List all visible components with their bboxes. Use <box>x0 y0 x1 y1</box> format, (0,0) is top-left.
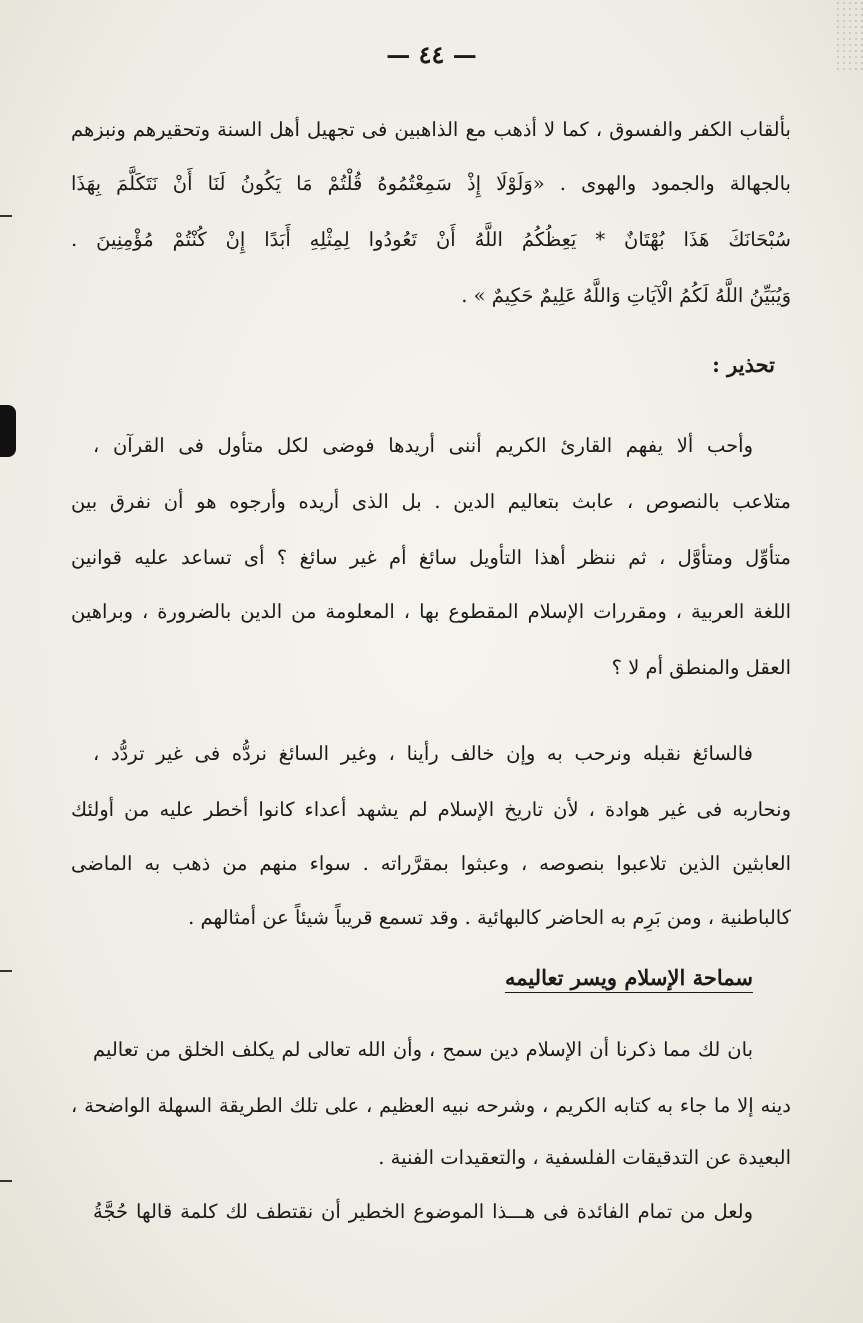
text-line: اللغة العربية ، ومقررات الإسلام المقطوع بها ، المعلومة من الدين بالضرورة ، وبراهين <box>71 600 791 623</box>
text-line: وَيُبَيِّنُ اللَّهُ لَكُمُ الْآيَاتِ وَاللَّهُ عَلِيمٌ حَكِيمٌ » . <box>461 284 791 307</box>
text-line: بالجهالة والجمود والهوى . «وَلَوْلَا إِذْ سَمِعْتُمُوهُ قُلْتُمْ مَا يَكُونُ لَنَا أَنْ نَتَكَلَّمَ بِهَذَا <box>71 172 791 195</box>
text-line: متلاعب بالنصوص ، عابث بتعاليم الدين . بل الذى أريده وأرجوه هو أن نفرق بين <box>71 490 791 513</box>
section-heading: سماحة الإسلام ويسر تعاليمه <box>505 965 753 993</box>
scan-mark <box>0 970 12 972</box>
scan-smudge <box>0 405 16 457</box>
text-line: فالسائغ نقبله ونرحب به وإن خالف رأينا ، وغير السائغ نردُّه فى غير تردُّد ، <box>93 742 753 765</box>
text-line: سُبْحَانَكَ هَذَا بُهْتَانٌ * يَعِظُكُمُ اللَّهُ أَنْ تَعُودُوا لِمِثْلِهِ أَبَدًا إِنْ كُنْتُمْ مُؤْمِنِينَ . <box>71 228 791 251</box>
text-line: دينه إلا ما جاء به كتابه الكريم ، وشرحه نبيه العظيم ، على تلك الطريقة السهلة الواضحة ، <box>71 1094 791 1117</box>
text-line: ونحاربه فى غير هوادة ، لأن تاريخ الإسلام لم يشهد أعداء كانوا أخطر عليه من أولئك <box>71 798 791 821</box>
text-line: بان لك مما ذكرنا أن الإسلام دين سمح ، وأن الله تعالى لم يكلف الخلق من تعاليم <box>93 1038 753 1061</box>
text-line: كالباطنية ، ومن بَرِم به الحاضر كالبهائية . وقد تسمع قريباً شيئاً عن أمثالهم . <box>188 906 791 929</box>
text-line: البعيدة عن التدقيقات الفلسفية ، والتعقيدات الفنية . <box>378 1146 791 1169</box>
text-line: متأوِّل ومتأوَّل ، ثم ننظر أهذا التأويل سائغ أم غير سائغ ؟ أى تساعد عليه قوانين <box>71 546 791 569</box>
text-line: العقل والمنطق أم لا ؟ <box>611 656 791 679</box>
page-number: — ٤٤ — <box>386 40 477 69</box>
scan-mark <box>0 1180 12 1182</box>
section-heading: تحذير : <box>712 352 775 377</box>
scan-mark <box>0 215 12 217</box>
text-line: العابثين الذين تلاعبوا بنصوصه ، وعبثوا بمقرَّراته . سواء منهم من ذهب به الماضى <box>71 852 791 875</box>
text-line: ولعل من تمام الفائدة فى هـــذا الموضوع الخطير أن نقتطف لك كلمة قالها حُجَّةُ <box>93 1200 753 1223</box>
text-line: وأحب ألا يفهم القارئ الكريم أننى أريدها فوضى لكل متأول فى القرآن ، <box>93 434 753 457</box>
text-line: بألقاب الكفر والفسوق ، كما لا أذهب مع الذاهبين فى تجهيل أهل السنة وتحقيرهم ونبزهم <box>71 118 791 141</box>
